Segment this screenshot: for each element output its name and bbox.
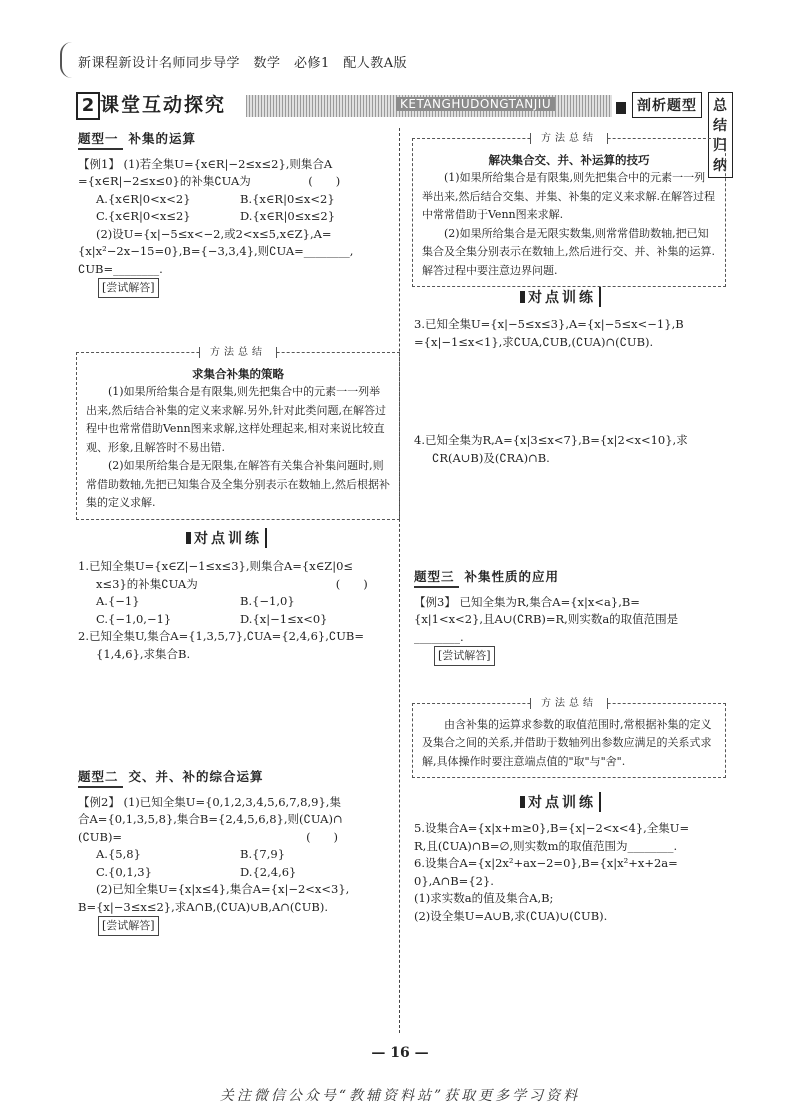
method-summary-box-2 (412, 133, 726, 287)
practice-heading-3: 对点训练 (520, 792, 601, 812)
example-1-options (78, 191, 384, 209)
footer-note: 关注微信公众号“教辅资料站”获取更多学习资料 (219, 1088, 581, 1104)
box-paragraph: (2)如果所给集合是无限实数集,则常常借助数轴,把已知集合及全集分别表示在数轴上,然后进行交、并、补集的运算.解答过程中要注意边界问题. (422, 226, 715, 277)
left-column-top (78, 130, 384, 298)
box-heading-text: 方法总结 (530, 133, 608, 144)
question-3-line: ={x|−1≤x<1},求∁UA,∁UB,(∁UA)∩(∁UB). (414, 334, 654, 349)
section-3-heading (414, 568, 724, 588)
box-heading (422, 695, 716, 714)
box-heading-text: 方法总结 (199, 347, 277, 358)
question-6-line: 6.设集合A={x|2x²+ax−2=0},B={x|x²+x+2a= (414, 856, 678, 870)
question-2-line: {1,4,6},求集合B. (96, 646, 191, 661)
option-b: B.{−1,0} (240, 594, 295, 608)
practice-heading-2: 对点训练 (520, 287, 601, 307)
example-1-line: ={x∈R|−2≤x≤0}的补集∁UA为 ( ) (78, 174, 341, 188)
box-paragraph: 由含补集的运算求参数的取值范围时,常根据补集的定义及集合之间的关系,并借助于数轴列出参数应满足的关系式求解,具体操作时要注意端点值的"取"与"舍". (422, 717, 712, 768)
example-1-line: {x|x²−2x−15=0},B={−3,3,4},则∁UA=________, (78, 244, 354, 258)
option-b: B.{7,9} (240, 847, 286, 861)
example-2-line: 【例2】 (1)已知全集U={0,1,2,3,4,5,6,7,8,9},集 (78, 794, 341, 809)
section-label: 题型一 (78, 130, 123, 150)
header-bracket (60, 42, 76, 78)
try-answer-label: [尝试解答] (434, 646, 495, 666)
right-questions-5-6 (414, 820, 724, 925)
section-label: 题型三 (414, 568, 459, 588)
option-c: C.{−1,0,−1} (96, 611, 172, 626)
banner-stripe (246, 95, 612, 117)
question-6-line: 0},A∩B={2}. (414, 873, 494, 888)
banner-pinyin: KETANGHUDONGTANJIU (396, 97, 555, 111)
box-paragraph: (2)如果所给集合是无限集,在解答有关集合补集问题时,则常借助数轴,先把已知集合及全集分别表示在数轴上,然后根据补集的定义求解. (86, 459, 390, 509)
section-title: 补集的运算 (128, 131, 197, 146)
example-1-line: ∁UB=________. (78, 261, 163, 276)
example-2-options (78, 864, 384, 882)
practice-heading-1: 对点训练 (186, 528, 267, 548)
question-6-line: (1)求实数a的值及集合A,B; (414, 891, 554, 905)
option-d: D.{2,4,6} (240, 864, 297, 879)
box-heading-text: 方法总结 (530, 698, 608, 709)
box-paragraph: (1)如果所给集合是有限集,则先把集合中的元素一一列举出来,然后结合交集、并集、补集的定义来求解.在解答过程中常常借助于Venn图来求解. (422, 171, 715, 221)
question-1-line: x≤3}的补集∁UA为 ( ) (96, 576, 368, 591)
section-title: 交、并、补的综合运算 (128, 769, 264, 784)
section-title: 补集性质的应用 (464, 569, 560, 584)
option-a: A.{−1} (96, 594, 140, 608)
example-2-line: B={x|−3≤x≤2},求A∩B,(∁UA)∪B,A∩(∁UB). (78, 899, 329, 914)
box-title: 解决集合交、并、补运算的技巧 (488, 152, 650, 167)
example-2-line: 合A={0,1,3,5,8},集合B={2,4,5,6,8},则(∁UA)∩ (78, 812, 343, 826)
banner-tag-analysis: 剖析题型 (632, 92, 702, 118)
question-5-line: 5.设集合A={x|x+m≥0},B={x|−2<x<4},全集U= (414, 821, 690, 835)
section-label: 题型二 (78, 768, 123, 788)
option-b: B.{x∈R|0≤x<2} (240, 191, 335, 206)
book-header: 新课程新设计名师同步导学 数学 必修1 配人教A版 (78, 56, 408, 71)
question-1-line: 1.已知全集U={x∈Z|−1≤x≤3},则集合A={x∈Z|0≤ (78, 559, 354, 573)
option-d: D.{x|−1≤x<0} (240, 611, 328, 626)
question-6-line: (2)设全集U=A∪B,求(∁UA)∪(∁UB). (414, 908, 608, 923)
banner-title: 课堂互动探究 (100, 94, 227, 116)
banner-square-icon (616, 102, 626, 114)
example-1-line: (2)设U={x|−5≤x<−2,或2<x≤5,x∈Z},A= (96, 226, 332, 241)
example-2-line: (∁UB)= ( ) (78, 829, 339, 844)
example-3-line: {x|1<x<2},且A∪(∁RB)=R,则实数a的取值范围是 (414, 612, 679, 626)
question-3-line: 3.已知全集U={x|−5≤x≤3},A={x|−5≤x<−1},B (414, 317, 684, 331)
example-1-line: 【例1】 (1)若全集U={x∈R|−2≤x≤2},则集合A (78, 156, 333, 171)
option-d: D.{x∈R|0≤x≤2} (240, 209, 336, 223)
right-question-3 (414, 316, 724, 351)
right-question-4 (414, 432, 724, 467)
method-summary-box-1 (76, 347, 400, 520)
question-1-options (78, 593, 384, 611)
banner-tag-summary: 总结归纳 (708, 92, 733, 178)
section-2-heading (78, 768, 384, 788)
section-1-heading (78, 130, 384, 150)
example-2-options (78, 846, 384, 864)
option-a: A.{x∈R|0<x<2} (96, 191, 191, 206)
example-2-line: (2)已知全集U={x|x≤4},集合A={x|−2<x<3}, (96, 882, 350, 896)
example-3-line: 【例3】 已知全集为R,集合A={x|x<a},B= (414, 594, 640, 609)
question-4-line: ∁R(A∪B)及(∁RA)∩B. (432, 450, 550, 465)
question-1-options (78, 611, 384, 629)
question-2-line: 2.已知全集U,集合A={1,3,5,7},∁UA={2,4,6},∁UB= (78, 629, 364, 643)
method-summary-box-3 (412, 698, 726, 778)
banner-number: 2 (76, 92, 100, 120)
option-c: C.{x∈R|0<x≤2} (96, 209, 191, 223)
option-a: A.{5,8} (96, 847, 141, 861)
question-4-line: 4.已知全集为R,A={x|3≤x<7},B={x|2<x<10},求 (414, 433, 688, 447)
left-column-bottom (78, 768, 384, 936)
box-title: 求集合补集的策略 (192, 366, 284, 381)
page-number: — 16 — (371, 1045, 429, 1061)
left-column-practice (78, 558, 384, 663)
column-divider (399, 128, 400, 1033)
box-paragraph: (1)如果所给集合是有限集,则先把集合中的元素一一列举出来,然后结合补集的定义来求解.另外,针对此类问题,在解答过程中也常常借助Venn图来求解,这样处理起来,相对来说比较直观、形象,且解答时不易出错. (86, 385, 386, 454)
box-heading (422, 130, 716, 149)
example-3-line: ________. (414, 629, 464, 644)
right-section-3 (414, 568, 724, 666)
try-answer-label: [尝试解答] (98, 916, 159, 936)
example-1-options (78, 208, 384, 226)
question-5-line: R,且(∁UA)∩B=∅,则实数m的取值范围为________. (414, 838, 678, 853)
try-answer-label: [尝试解答] (98, 278, 159, 298)
option-c: C.{0,1,3} (96, 864, 152, 879)
box-heading (86, 344, 390, 363)
